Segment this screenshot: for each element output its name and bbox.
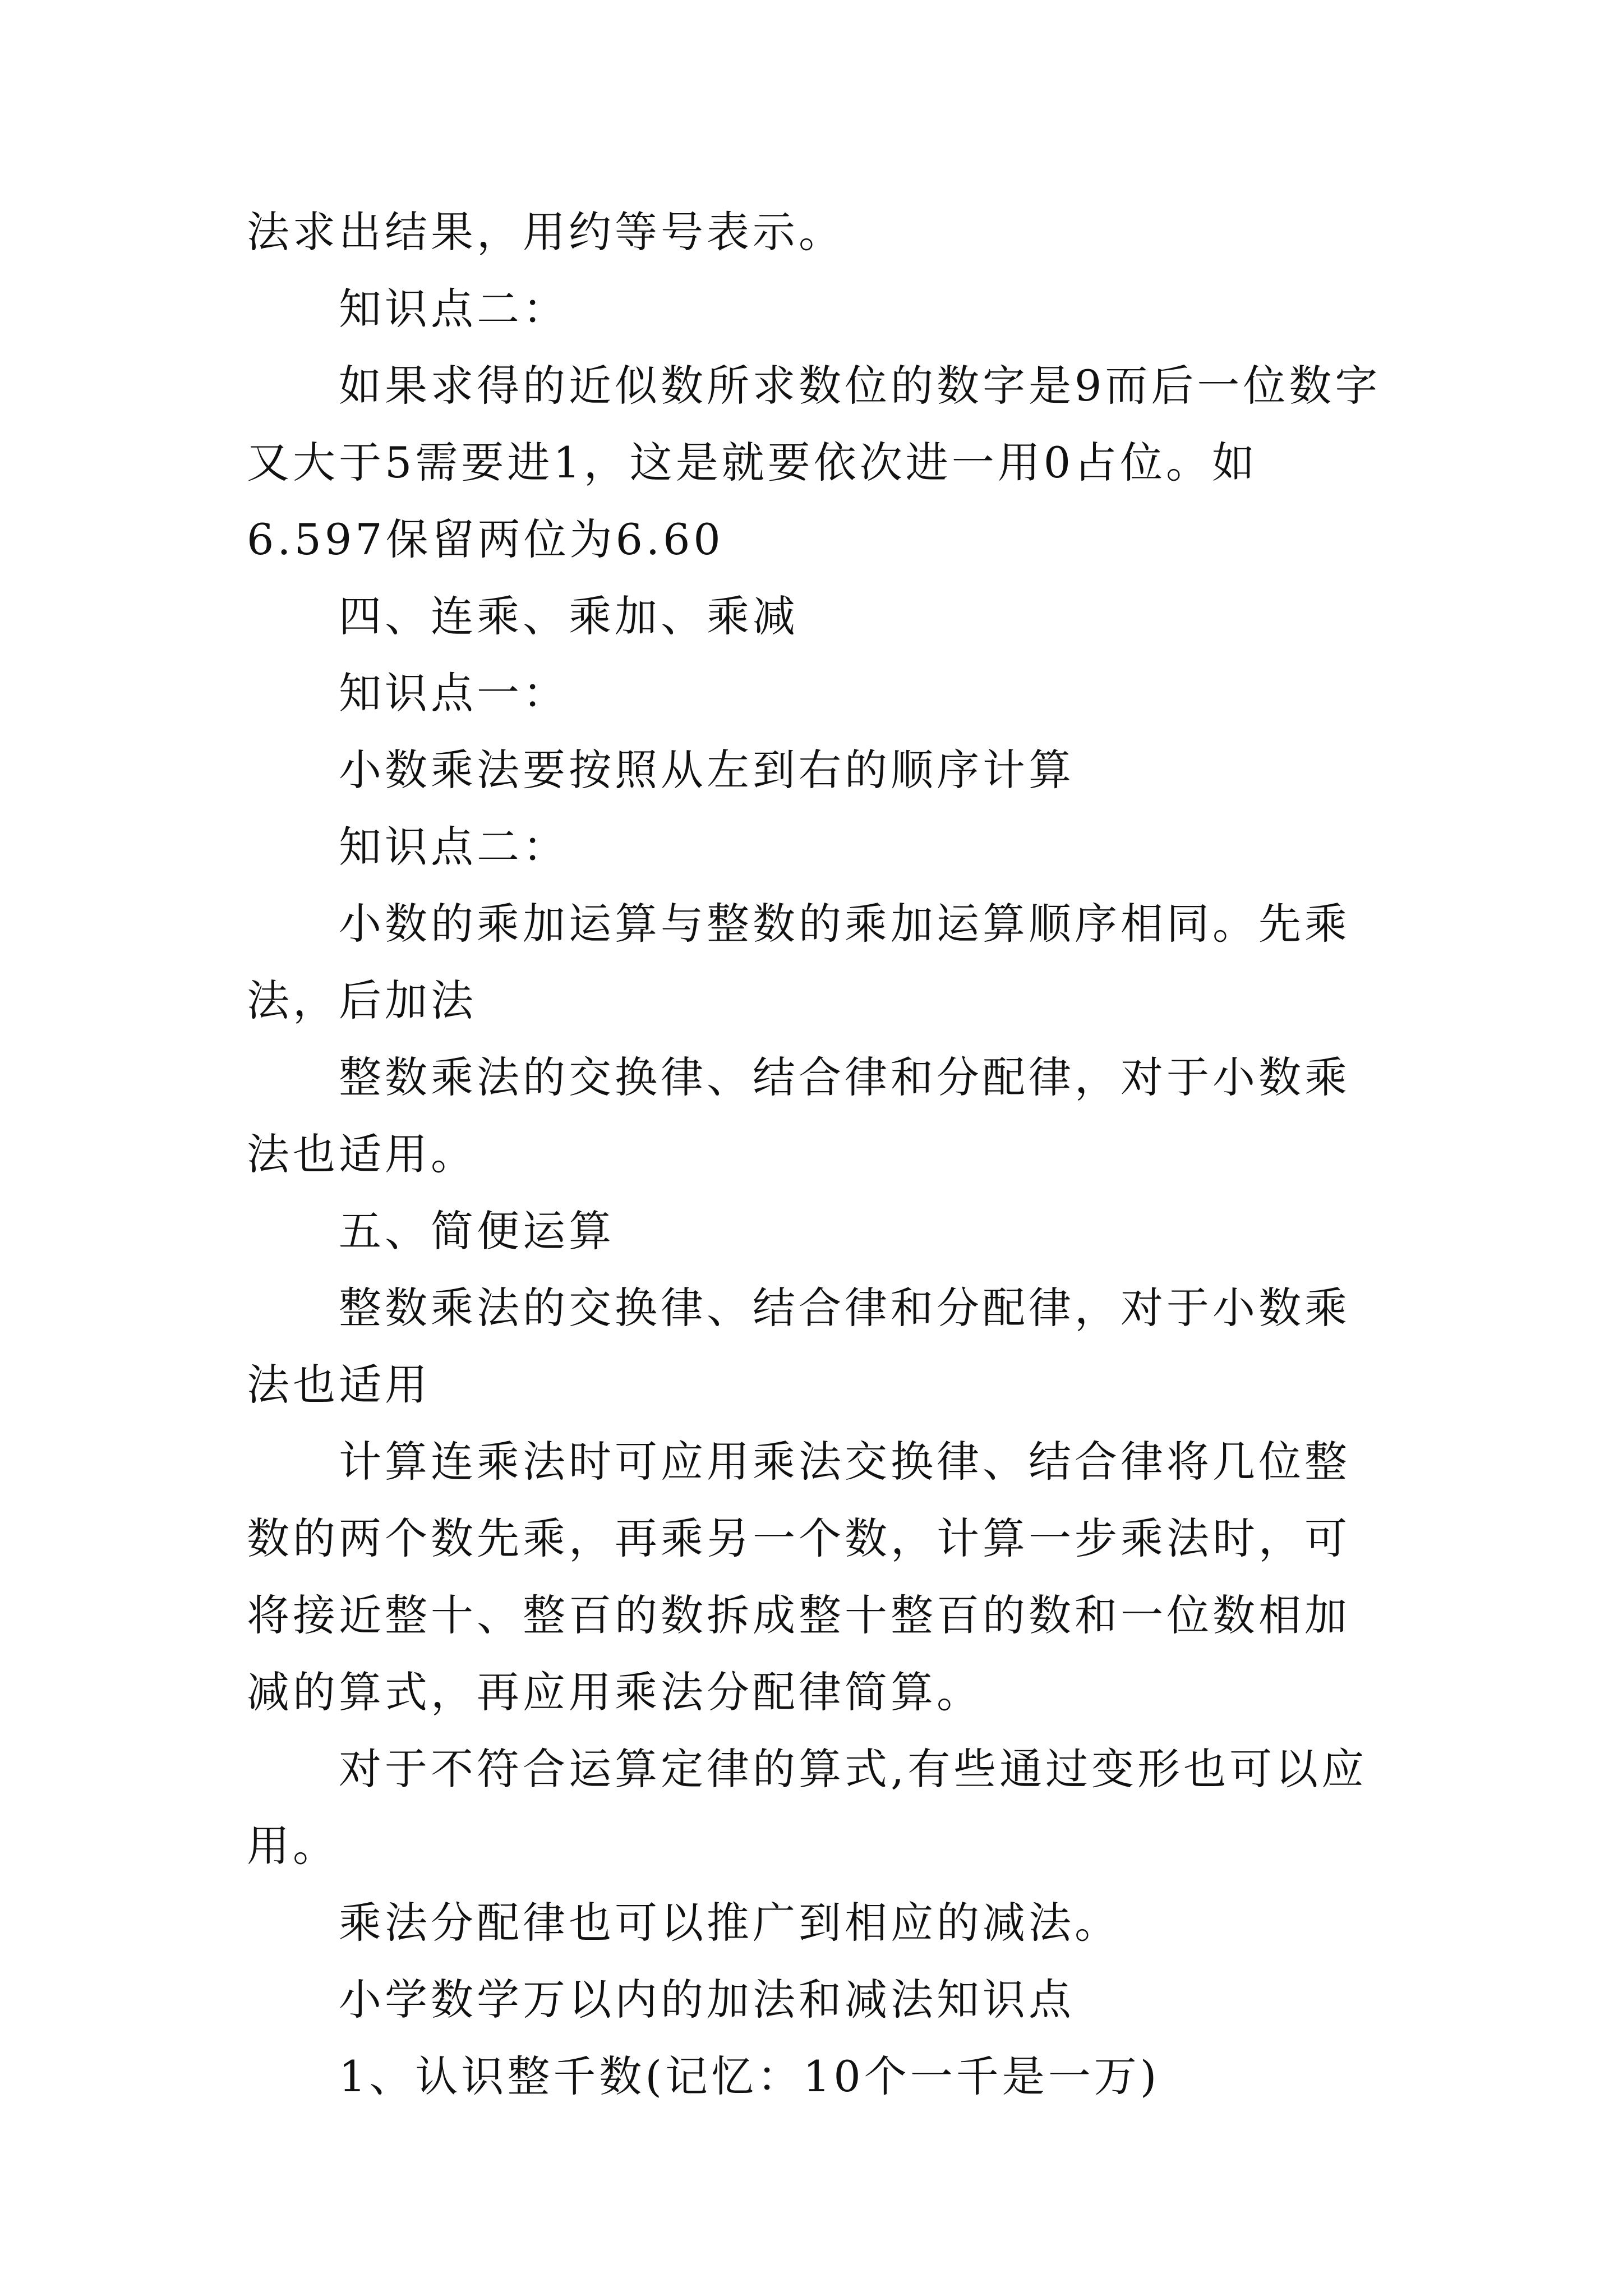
paragraph-10: 五、简便运算 (339, 1206, 615, 1256)
paragraph-2: 知识点二： (339, 284, 569, 334)
paragraph-9: 整数乘法的交换律、结合律和分配律，对于小数乘法也适用。 (247, 1052, 1350, 1179)
document-body (247, 194, 1391, 2115)
paragraph-16: 1、认识整千数(记忆：10个一千是一万) (339, 2051, 1160, 2101)
paragraph-1: 法求出结果，用约等号表示。 (247, 207, 845, 257)
paragraph-12: 计算连乘法时可应用乘法交换律、结合律将几位整数的两个数先乘，再乘另一个数，计算一步乘法时，可将接近整十、整百的数拆成整十整百的数和一位数相加减的算式，再应用乘法分配律简算。 (247, 1437, 1350, 1717)
paragraph-4: 四、连乘、乘加、乘减 (339, 591, 799, 641)
paragraph-5: 知识点一： (339, 668, 569, 718)
paragraph-14: 乘法分配律也可以推广到相应的减法。 (339, 1898, 1121, 1948)
paragraph-3: 如果求得的近似数所求数位的数字是9而后一位数字又大于5需要进1，这是就要依次进一用0占位。如6.597保留两位为6.60 (247, 361, 1381, 564)
paragraph-7: 知识点二： (339, 822, 569, 872)
paragraph-15: 小学数学万以内的加法和减法知识点 (339, 1975, 1075, 2024)
paragraph-13: 对于不符合运算定律的算式,有些通过变形也可以应用。 (247, 1744, 1368, 1871)
paragraph-8: 小数的乘加运算与整数的乘加运算顺序相同。先乘法，后加法 (247, 899, 1350, 1025)
paragraph-6: 小数乘法要按照从左到右的顺序计算 (339, 745, 1075, 795)
paragraph-11: 整数乘法的交换律、结合律和分配律，对于小数乘法也适用 (247, 1283, 1350, 1410)
